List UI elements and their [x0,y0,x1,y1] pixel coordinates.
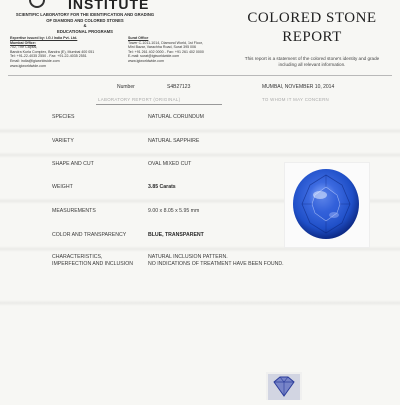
diamond-badge-icon [266,372,302,400]
paper-fold [0,128,400,134]
address-line: E-mail: surat@igiworldwide.com [128,54,180,59]
address-heading: Expertise issued by: I.G.I India Pvt. Ltd. [10,36,78,40]
surat-address [128,36,223,64]
report-date: MUMBAI, NOVEMBER 10, 2014 [262,84,335,90]
institute-name: INSTITUTE [68,0,150,12]
field-value-characteristics [148,254,348,267]
report-number-label: Number [117,84,135,90]
address-line: Bandra Kurla Complex, Bandra (E), Mumbai 400 051 [10,49,95,54]
field-value-species: NATURAL CORUNDUM [148,114,204,120]
lab-report-underline [96,104,222,105]
address-line: Tel: +91-22-4035 2550 - Fax: +91-22-4035 2551 [10,54,87,59]
paper-fold [0,300,400,306]
field-value-shape-cut: OVAL MIXED CUT [148,161,192,167]
field-label-species: SPECIES [52,114,75,120]
field-value-weight: 3.85 Carats [148,184,176,190]
igi-logo-icon [29,0,45,8]
field-label-shape-cut: SHAPE AND CUT [52,161,94,167]
report-title-line2: REPORT [282,29,342,45]
field-label-line: IMPERFECTION AND INCLUSION [52,260,133,267]
paper-fold [0,152,400,158]
report-title-line1: COLORED STONE [247,10,377,26]
field-value-color-transparency: BLUE, TRANSPARENT [148,232,204,238]
field-value-variety: NATURAL SAPPHIRE [148,138,200,144]
field-label-color-transparency: COLOR AND TRANSPARENCY [52,232,127,238]
address-line: Tower C-1011-1014, Diamond World, 1st Floor, [128,40,203,45]
laboratory-report-label: LABORATORY REPORT (ORIGINAL) [98,97,181,102]
address-line: Tel: +91 261 402 0000 - Fax: +91 261 402 0000 [128,49,204,54]
field-label-weight: WEIGHT [52,184,73,190]
surat-office-label: Surat Office [128,36,149,40]
field-value-line: NATURAL INCLUSION PATTERN. [148,254,228,260]
address-line: Mini Bazar, Varachha Road, Surat 395 006 [128,45,197,50]
header-divider [8,75,392,76]
address-line: 702, The Capital, [10,45,38,50]
gemstone-photo [290,167,362,246]
address-line: Email: india@igiworldwide.com [10,58,60,63]
institute-subtitle-1: SCIENTIFIC LABORATORY FOR THE IDENTIFICATION AND GRADING [15,12,155,17]
institute-subtitle-4: EDUCATIONAL PROGRAMS [57,28,113,34]
field-label-measurements: MEASUREMENTS [52,208,96,214]
institute-subtitle-3: & [83,23,87,28]
field-label-characteristics [52,254,142,267]
field-value-line: NO INDICATIONS OF TREATMENT HAVE BEEN FOUND. [148,260,284,267]
institute-subtitle-2: OF DIAMOND AND COLORED STONES [46,17,124,23]
mumbai-address [10,36,135,68]
field-label-line: CHARACTERISTICS, [52,254,103,260]
mumbai-office-label: Mumbai Office: [10,40,36,45]
report-statement: This report is a statement of the colored stone's identity and grade including all relevant information. [244,56,380,67]
field-label-variety: VARIETY [52,138,74,144]
report-number: S4B27123 [167,84,191,90]
concern-note: TO WHOM IT MAY CONCERN [262,97,330,102]
address-line: www.igiworldwide.com [128,58,164,63]
sapphire-image [290,167,362,241]
field-value-measurements: 9.00 x 8.05 x 5.95 mm [148,208,200,214]
address-line: www.igiworldwide.com [10,63,46,68]
diamond-badge [266,372,302,400]
